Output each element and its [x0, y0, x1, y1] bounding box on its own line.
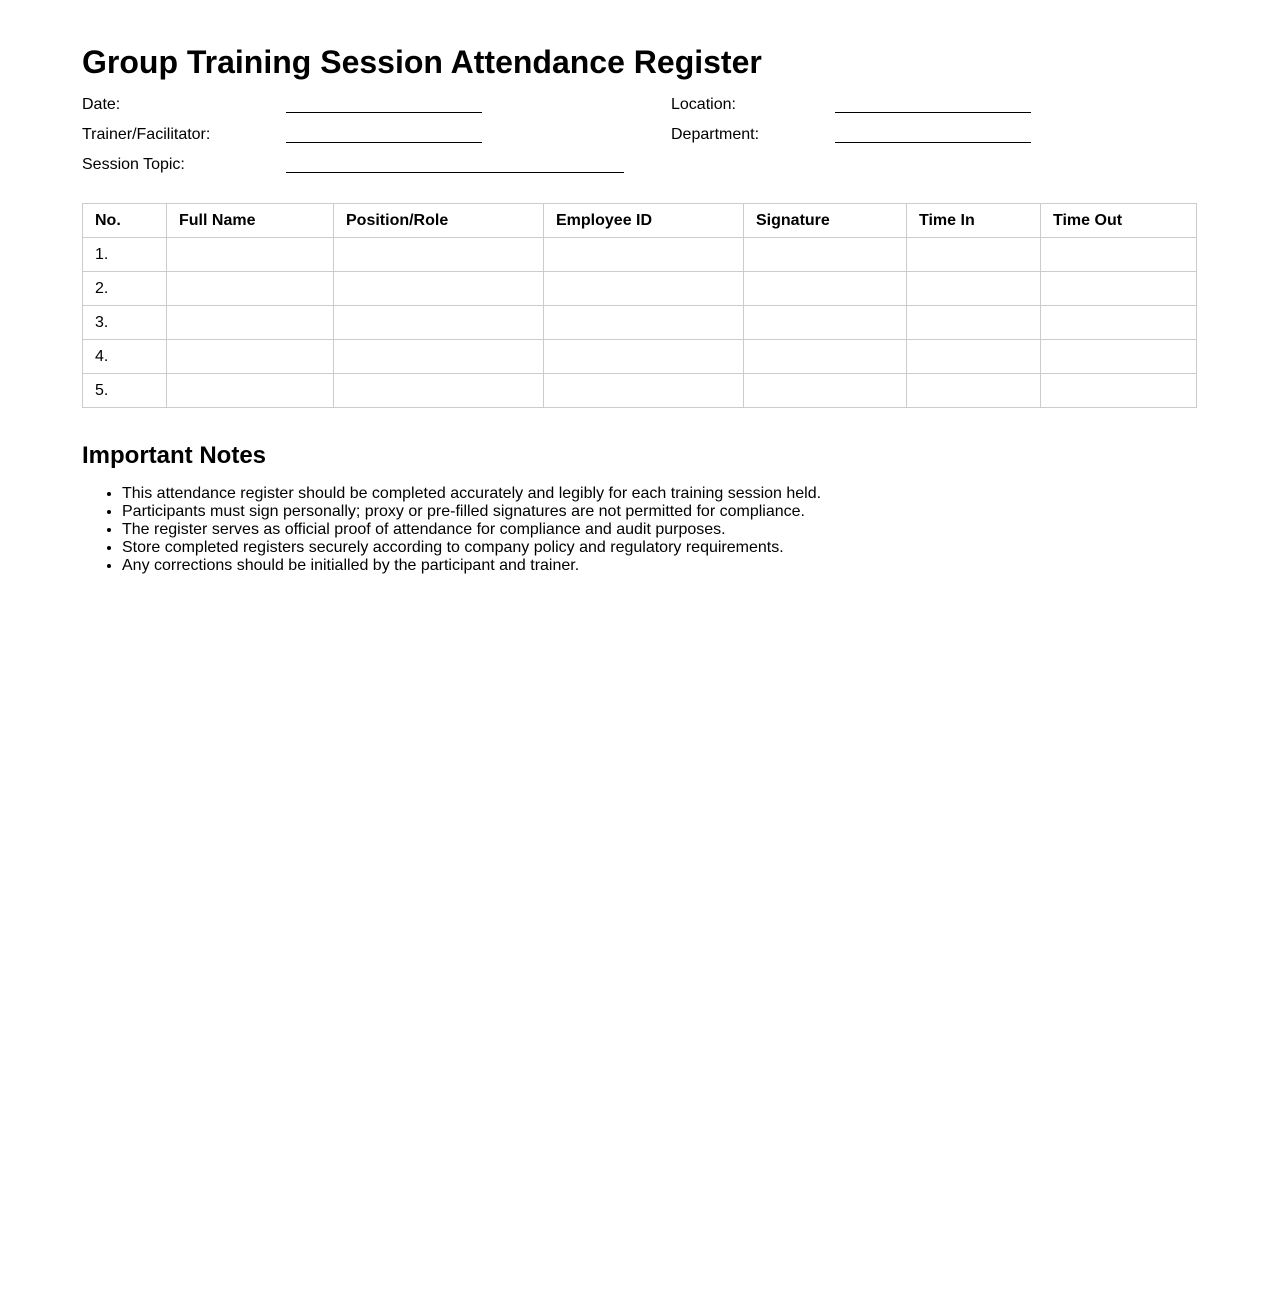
time-out-cell[interactable] — [1041, 374, 1197, 408]
table-row — [83, 374, 1197, 408]
row-number: 1. — [83, 238, 167, 272]
signature-cell[interactable] — [744, 306, 907, 340]
position-cell[interactable] — [334, 340, 544, 374]
full-name-cell[interactable] — [167, 306, 334, 340]
full-name-cell[interactable] — [167, 238, 334, 272]
row-number: 4. — [83, 340, 167, 374]
header-no: No. — [83, 204, 167, 238]
time-out-cell[interactable] — [1041, 272, 1197, 306]
signature-cell[interactable] — [744, 238, 907, 272]
location-field[interactable] — [835, 112, 1031, 113]
table-header-row — [83, 204, 1197, 238]
header-signature: Signature — [744, 204, 907, 238]
department-field[interactable] — [835, 142, 1031, 143]
notes-list — [82, 485, 821, 575]
employee-id-cell[interactable] — [544, 306, 744, 340]
header-employee-id: Employee ID — [544, 204, 744, 238]
signature-cell[interactable] — [744, 340, 907, 374]
signature-cell[interactable] — [744, 272, 907, 306]
position-cell[interactable] — [334, 306, 544, 340]
header-time-in: Time In — [907, 204, 1041, 238]
list-item: • The register serves as official proof of attendance for compliance and audit purposes. — [122, 521, 821, 539]
employee-id-cell[interactable] — [544, 238, 744, 272]
employee-id-cell[interactable] — [544, 272, 744, 306]
trainer-field[interactable] — [286, 142, 482, 143]
session-topic-field[interactable] — [286, 172, 624, 173]
row-number: 3. — [83, 306, 167, 340]
notes-heading: Important Notes — [82, 442, 267, 469]
department-label: Department: — [671, 126, 760, 143]
position-cell[interactable] — [334, 272, 544, 306]
list-item: • Participants must sign personally; proxy or pre-filled signatures are not permitted for compliance. — [122, 503, 821, 521]
time-in-cell[interactable] — [907, 238, 1041, 272]
list-item: • Any corrections should be initialled by the participant and trainer. — [122, 557, 821, 575]
document-title: Group Training Session Attendance Register — [82, 44, 762, 80]
time-in-cell[interactable] — [907, 374, 1041, 408]
time-out-cell[interactable] — [1041, 238, 1197, 272]
header-position-role: Position/Role — [334, 204, 544, 238]
header-full-name: Full Name — [167, 204, 334, 238]
table-row — [83, 340, 1197, 374]
time-out-cell[interactable] — [1041, 340, 1197, 374]
employee-id-cell[interactable] — [544, 340, 744, 374]
date-field[interactable] — [286, 112, 482, 113]
time-out-cell[interactable] — [1041, 306, 1197, 340]
session-topic-label: Session Topic: — [82, 156, 185, 173]
location-label: Location: — [671, 96, 736, 113]
signature-cell[interactable] — [744, 374, 907, 408]
full-name-cell[interactable] — [167, 374, 334, 408]
list-item: • This attendance register should be completed accurately and legibly for each training session held. — [122, 485, 821, 503]
time-in-cell[interactable] — [907, 340, 1041, 374]
table-row — [83, 272, 1197, 306]
time-in-cell[interactable] — [907, 306, 1041, 340]
header-time-out: Time Out — [1041, 204, 1197, 238]
full-name-cell[interactable] — [167, 272, 334, 306]
employee-id-cell[interactable] — [544, 374, 744, 408]
position-cell[interactable] — [334, 238, 544, 272]
full-name-cell[interactable] — [167, 340, 334, 374]
trainer-label: Trainer/Facilitator: — [82, 126, 211, 143]
list-item: • Store completed registers securely according to company policy and regulatory requirements. — [122, 539, 821, 557]
position-cell[interactable] — [334, 374, 544, 408]
date-label: Date: — [82, 96, 121, 113]
table-row — [83, 238, 1197, 272]
time-in-cell[interactable] — [907, 272, 1041, 306]
table-row — [83, 306, 1197, 340]
attendance-table — [82, 203, 1197, 408]
row-number: 5. — [83, 374, 167, 408]
row-number: 2. — [83, 272, 167, 306]
